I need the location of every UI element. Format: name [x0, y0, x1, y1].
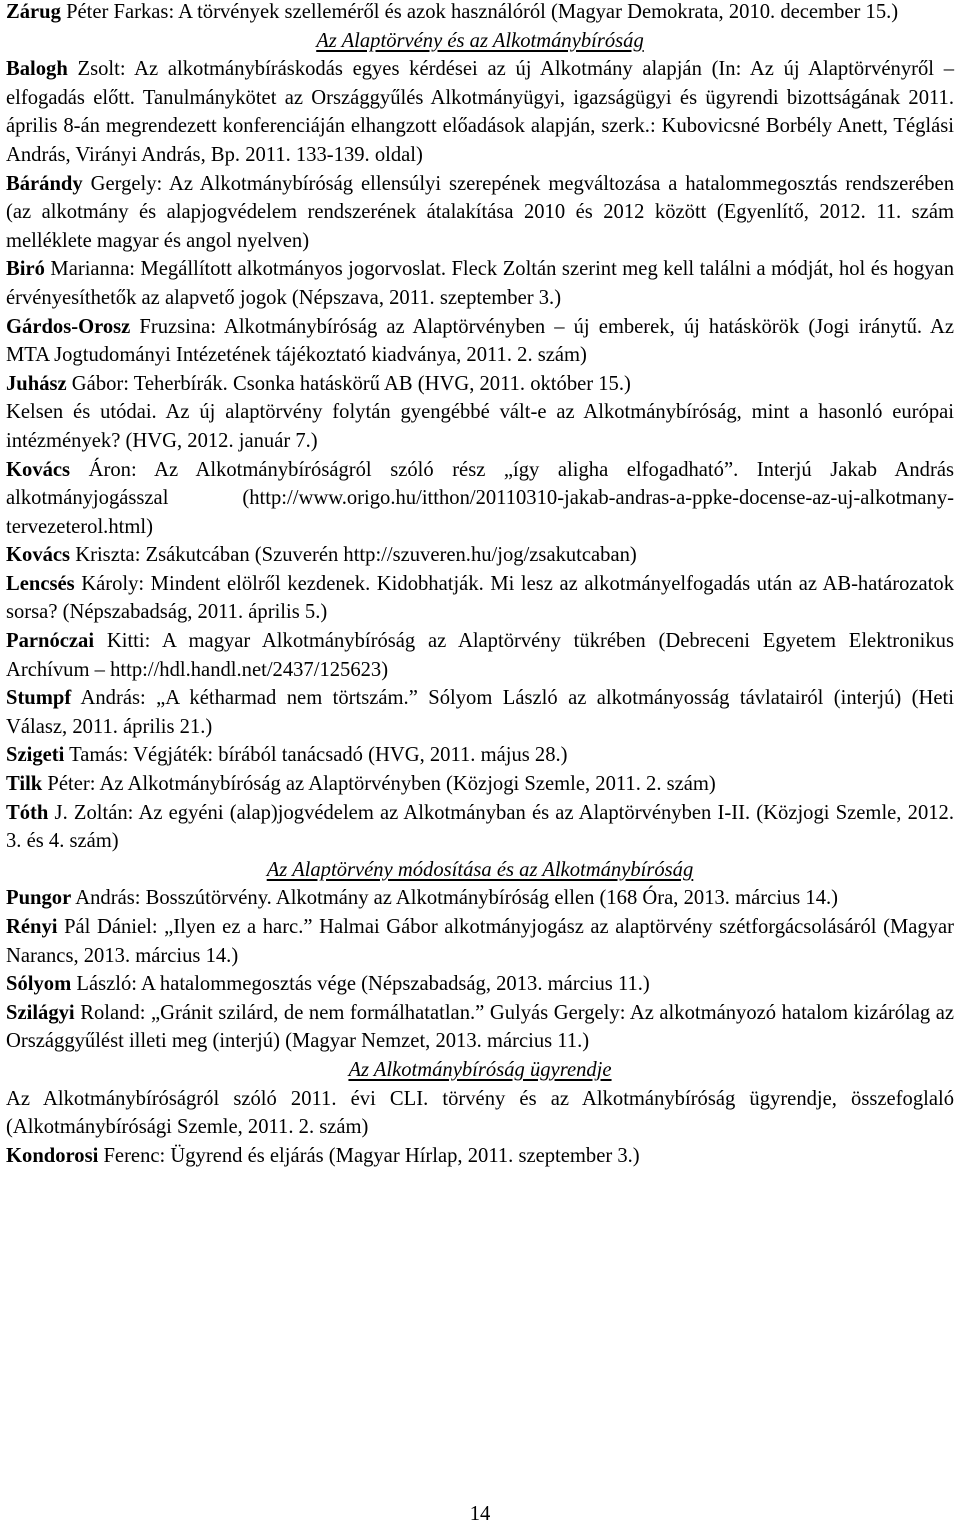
bibliography-entry	[6, 970, 954, 999]
author-surname: Pungor	[6, 887, 72, 910]
entry-text: Roland: „Gránit szilárd, de nem formálhatatlan.” Gulyás Gergely: Az alkotmányozó hatalom kizárólag az Országgyűlést illeti meg (interjú) (Magyar Nemzet, 2013. március 11.)	[6, 1001, 954, 1053]
entry-text: Kelsen és utódai. Az új alaptörvény folytán gyengébbé vált-e az Alkotmánybíróság, mint a hasonló európai intézmények? (HVG, 2012. január 7.)	[6, 401, 954, 452]
bibliography-entry	[6, 456, 954, 542]
entry-text: Pál Dániel: „Ilyen ez a harc.” Halmai Gábor alkotmányjogász az alaptörvény szétforgácsolásáról (Magyar Narancs, 2013. március 14.)	[6, 916, 954, 967]
bibliography-entry	[6, 313, 954, 370]
bibliography-entry	[6, 1085, 954, 1142]
author-surname: Sólyom	[6, 973, 72, 996]
author-surname: Zárug	[6, 1, 61, 23]
entry-text: Károly: Mindent elölről kezdenek. Kidobhatják. Mi lesz az alkotmányelfogadás után az AB-határozatok sorsa? (Népszabadság, 2011. április 5.)	[6, 572, 954, 624]
author-surname: Juhász	[6, 372, 67, 395]
page-number: 14	[469, 1503, 491, 1525]
author-surname: Tilk	[6, 773, 43, 796]
entry-text: Gergely: Az Alkotmánybíróság ellensúlyi szerepének megváltozása a hatalommegosztás rendszerében (az alkotmány és alapjogvédelem rendszerének átalakítása 2010 és 2012 között (Egyenlítő, 2012. 11. szám melléklete magyar és angol nyelven)	[6, 172, 954, 252]
bibliography-entry	[6, 684, 954, 741]
author-surname: Kovács	[6, 458, 71, 481]
section-heading: Az Alkotmánybíróság ügyrendje	[348, 1058, 612, 1081]
section-entries	[6, 55, 954, 856]
bibliography-entry	[6, 627, 954, 684]
entry-text: Áron: Az Alkotmánybíróságról szóló rész „így aligha elfogadható”. Interjú Jakab András alkotmányjogásszal (http://www.origo.hu/itthon/20110310-jakab-andras-a-ppke-docense-az-uj-alkotmany-tervezeterol.html)	[6, 458, 954, 538]
entry-text: László: A hatalommegosztás vége (Népszabadság, 2013. március 11.)	[71, 973, 650, 996]
entry-text: Tamás: Végjáték: bírából tanácsadó (HVG, 2011. május 28.)	[64, 744, 568, 767]
entry-text: Az Alkotmánybíróságról szóló 2011. évi CLI. törvény és az Alkotmánybíróság ügyrendje, összefoglaló (Alkotmánybírósági Szemle, 2011. 2. szám)	[6, 1087, 954, 1139]
bibliography-entry	[6, 1142, 954, 1171]
bibliography-entry	[6, 570, 954, 627]
bibliography-entry	[6, 55, 954, 169]
author-surname: Biró	[6, 258, 45, 281]
section-heading: Az Alaptörvény és az Alkotmánybíróság	[316, 29, 644, 52]
bibliography-entry	[6, 884, 954, 913]
author-surname: Tóth	[6, 801, 49, 824]
bibliography-entry	[6, 741, 954, 770]
author-surname: Szigeti	[6, 744, 65, 767]
author-surname: Balogh	[6, 58, 68, 81]
author-surname: Szilágyi	[6, 1001, 75, 1024]
author-surname: Lencsés	[6, 572, 75, 595]
section-entries	[6, 884, 954, 1056]
entry-text: Zsolt: Az alkotmánybíráskodás egyes kérdései az új Alkotmány alapján (In: Az új Alaptörvényről – elfogadás előtt. Tanulmánykötet az Országgyűlés Alkotmányügyi, igazságügyi és ügyrendi bizottságának 2011. április 8-án megrendezett konferenciáján elhangzott előadások alapján, szerk.: Kubovicsné Borbély Anett, Téglási András, Virányi András, Bp. 2011. 133-139. oldal)	[6, 58, 954, 166]
bibliography-entry	[6, 999, 954, 1056]
entry-text: András: Bosszútörvény. Alkotmány az Alkotmánybíróság ellen (168 Óra, 2013. március 14.)	[71, 887, 839, 910]
author-surname: Bárándy	[6, 172, 83, 195]
entry-text: J. Zoltán: Az egyéni (alap)jogvédelem az Alkotmányban és az Alaptörvényben I-II. (Közjogi Szemle, 2012. 3. és 4. szám)	[6, 801, 954, 853]
entry-text: Ferenc: Ügyrend és eljárás (Magyar Hírlap, 2011. szeptember 3.)	[98, 1144, 640, 1167]
bibliography-entry	[6, 255, 954, 312]
section-entries	[6, 1085, 954, 1171]
entry-text: Péter Farkas: A törvények szelleméről és azok használóról (Magyar Demokrata, 2010. december 15.)	[60, 1, 899, 23]
entry-text: Fruzsina: Alkotmánybíróság az Alaptörvényben – új emberek, új hatáskörök (Jogi iránytű. Az MTA Jogtudományi Intézetének tájékoztató kiadványa, 2011. 2. szám)	[6, 315, 954, 367]
entry-text: Kitti: A magyar Alkotmánybíróság az Alaptörvény tükrében (Debreceni Egyetem Elektronikus Archívum – http://hdl.handl.net/2437/125623)	[6, 630, 954, 681]
author-surname: Gárdos-Orosz	[6, 315, 131, 338]
bibliography-entry	[6, 913, 954, 970]
bibliography-entry	[6, 770, 954, 799]
entry-text: Péter: Az Alkotmánybíróság az Alaptörvényben (Közjogi Szemle, 2011. 2. szám)	[42, 773, 716, 796]
entry-text: Marianna: Megállított alkotmányos jogorvoslat. Fleck Zoltán szerint meg kell találni a módját, hol és hogyan érvényesíthetők az alapvető jogok (Népszava, 2011. szeptember 3.)	[6, 258, 954, 309]
document-page	[6, 0, 954, 1170]
author-surname: Kondorosi	[6, 1144, 99, 1167]
author-surname: Kovács	[6, 544, 71, 567]
bibliography-entry	[6, 0, 954, 27]
entry-text: Gábor: Teherbírák. Csonka hatáskörű AB (HVG, 2011. október 15.)	[66, 372, 631, 395]
author-surname: Stumpf	[6, 687, 72, 710]
author-surname: Rényi	[6, 916, 58, 938]
entry-text: Kriszta: Zsákutcában (Szuverén http://szuveren.hu/jog/zsakutcaban)	[70, 544, 637, 567]
entry-text: András: „A kétharmad nem törtszám.” Sólyom László az alkotmányosság távlatairól (interjú) (Heti Válasz, 2011. április 21.)	[6, 687, 954, 738]
bibliography-entry	[6, 170, 954, 256]
bibliography-entry	[6, 370, 954, 399]
bibliography-entry	[6, 541, 954, 570]
bibliography-entry	[6, 398, 954, 455]
author-surname: Parnóczai	[6, 630, 95, 653]
bibliography-entry	[6, 799, 954, 856]
section-heading: Az Alaptörvény módosítása és az Alkotmánybíróság	[266, 858, 694, 881]
